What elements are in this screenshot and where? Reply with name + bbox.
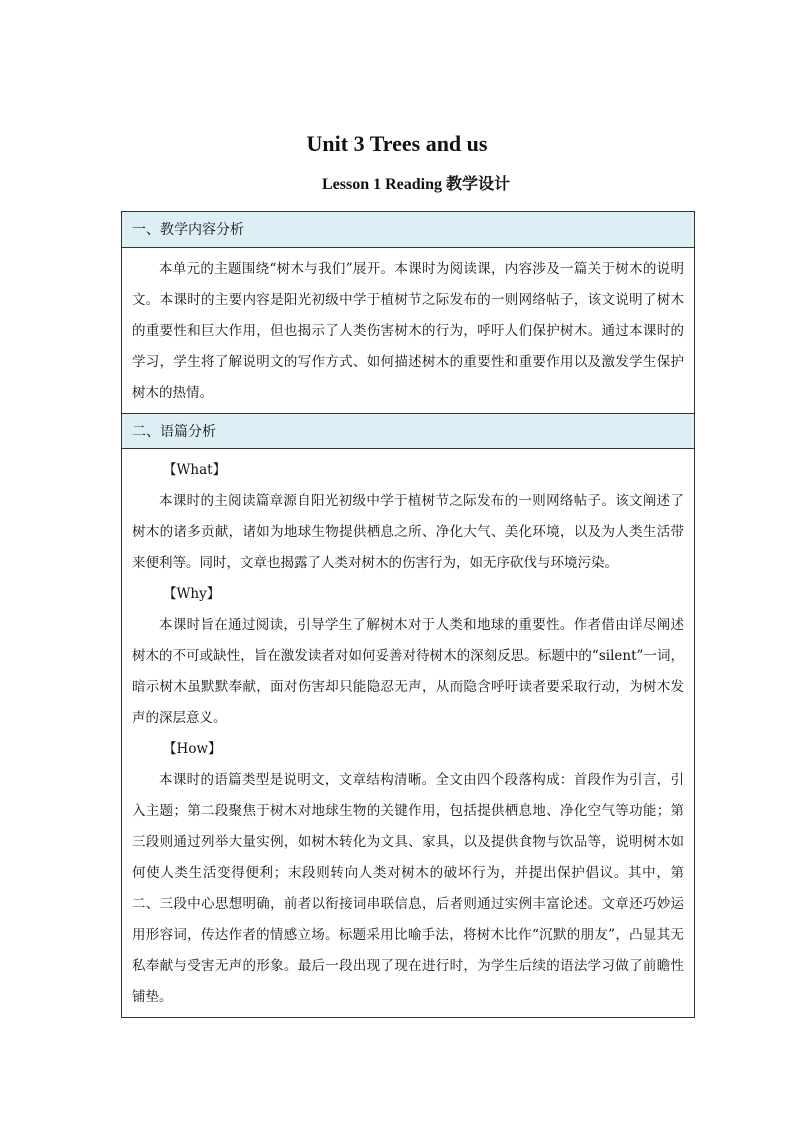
how-tag: 【How】 xyxy=(163,741,222,757)
document-subtitle: Lesson 1 Reading 教学设计 xyxy=(321,176,511,193)
why-tag: 【Why】 xyxy=(163,586,221,602)
how-paragraph: 本课时的语篇类型是说明文，文章结构清晰。全文由四个段落构成：首段作为引言，引入主题；第二段聚焦于树木对地球生物的关键作用，包括提供栖息地、净化空气等功能；第三段则通过列举大量实例，如树木转化为文具、家具，以及提供食物与饮品等，说明树木如何使人类生活变得便利；末段则转向人类对树木的破坏行为，并提出保护倡议。其中，第二、三段中心思想明确，前者以衔接词串联信息，后者则通过实例丰富论述。文章还巧妙运用形容词，传达作者的情感立场。标题采用比喻手法，将树木比作“沉默的朋友”，凸显其无私奉献与受害无声的形象。最后一段出现了现在进行时，为学生后续的语法学习做了前瞻性铺垫。 xyxy=(132,772,684,1005)
what-paragraph: 本课时的主阅读篇章源自阳光初级中学于植树节之际发布的一则网络帖子。该文阐述了树木的诸多贡献，诸如为地球生物提供栖息之所、净化大气、美化环境，以及为人类生活带来便利等。同时，文章也揭露了人类对树木的伤害行为，如无序砍伐与环境污染。 xyxy=(132,493,684,571)
section-header-content-analysis: 一、教学内容分析 xyxy=(122,212,694,248)
what-tag: 【What】 xyxy=(163,462,227,478)
section-body-discourse-analysis xyxy=(122,449,694,1017)
lesson-design-table xyxy=(121,211,695,1018)
section-body-content-analysis xyxy=(122,248,694,413)
content-analysis-paragraph: 本单元的主题围绕“树木与我们”展开。本课时为阅读课，内容涉及一篇关于树木的说明文。本课时的主要内容是阳光初级中学于植树节之际发布的一则网络帖子，该文说明了树木的重要性和巨大作用，但也揭示了人类伤害树木的行为，呼吁人们保护树木。通过本课时的学习，学生将了解说明文的写作方式、如何描述树木的重要性和重要作用以及激发学生保护树木的热情。 xyxy=(132,261,684,401)
section-header-discourse-analysis: 二、语篇分析 xyxy=(122,413,694,449)
why-paragraph: 本课时旨在通过阅读，引导学生了解树木对于人类和地球的重要性。作者借由详尽阐述树木的不可或缺性，旨在激发读者对如何妥善对待树木的深刻反思。标题中的“silent”一词，暗示树木虽默默奉献，面对伤害却只能隐忍无声，从而隐含呼吁读者要采取行动，为树木发声的深层意义。 xyxy=(132,617,684,726)
document-title: Unit 3 Trees and us xyxy=(306,131,488,156)
